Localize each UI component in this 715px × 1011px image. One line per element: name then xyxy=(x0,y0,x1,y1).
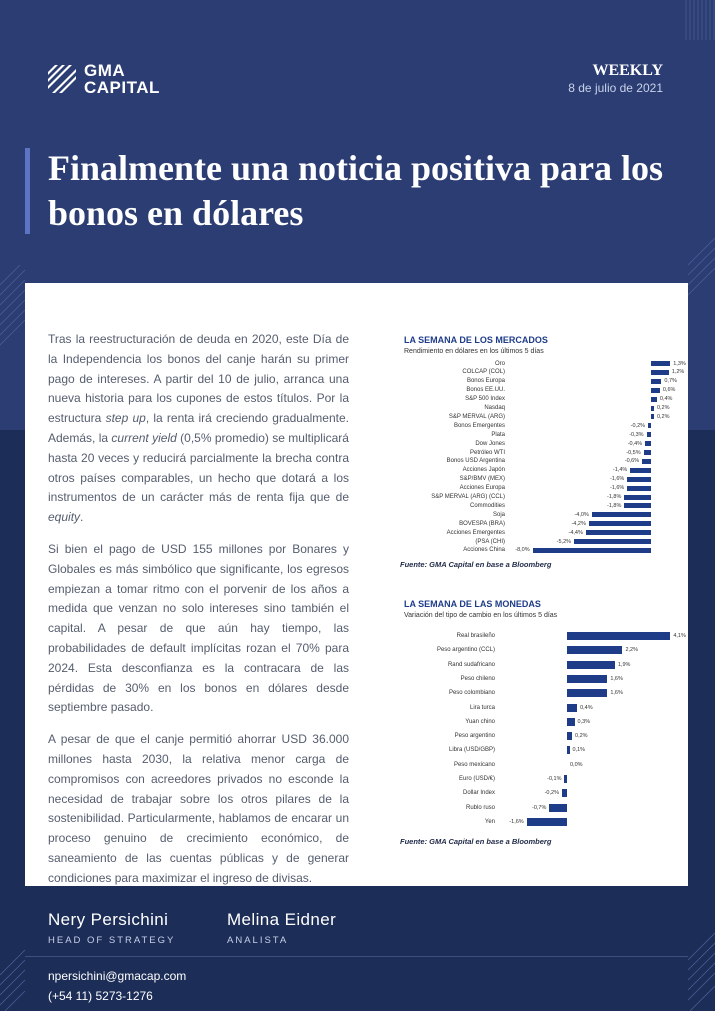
bar xyxy=(644,450,651,455)
bar xyxy=(533,548,651,553)
bar xyxy=(627,486,651,491)
category-label: S&P MERVAL (ARG) (CCL) xyxy=(431,494,505,500)
category-label: Yuan chino xyxy=(465,718,495,725)
value-label: 0,3% xyxy=(577,718,591,725)
category-label: Yen xyxy=(484,818,495,825)
bar xyxy=(627,477,651,482)
bar xyxy=(624,503,651,508)
bar xyxy=(567,632,670,640)
value-label: -0,7% xyxy=(532,804,547,811)
value-label: -1,8% xyxy=(607,494,622,500)
bar xyxy=(567,661,615,669)
value-label: 0,2% xyxy=(656,405,670,411)
value-label: -1,6% xyxy=(509,818,524,825)
value-label: 0,0% xyxy=(570,761,583,768)
value-label: -1,6% xyxy=(609,476,625,483)
value-label: -1,8% xyxy=(607,502,622,509)
bar xyxy=(630,468,651,473)
value-label: 0,2% xyxy=(656,413,670,420)
category-label: Plata xyxy=(491,431,505,438)
markets-chart xyxy=(398,333,688,573)
value-label: 1,3% xyxy=(673,360,686,367)
category-label: Commodities xyxy=(469,502,505,509)
category-label: Oro xyxy=(494,360,505,367)
bar xyxy=(567,718,575,726)
chart-title: LA SEMANA DE LOS MERCADOS xyxy=(404,335,548,345)
author-role: ANALISTA xyxy=(227,935,289,946)
bar xyxy=(527,818,567,826)
bar xyxy=(589,521,651,526)
logo-text-line1: GMA xyxy=(84,61,126,80)
bar xyxy=(642,459,651,464)
category-label: Soja xyxy=(492,511,505,518)
publication-label: WEEKLY xyxy=(592,62,663,79)
chart-source: Fuente: GMA Capital en base a Bloomberg xyxy=(400,560,552,569)
title-accent-bar xyxy=(25,148,30,234)
value-label: -8,0% xyxy=(515,547,530,554)
bar xyxy=(651,388,660,393)
category-label: Bonos Europa xyxy=(466,378,505,385)
category-label: S&P 500 Index xyxy=(465,396,505,403)
paragraph-1: Tras la reestructuración de deuda en 2020, este Día de la Independencia los bonos del canje harán su primer pago de intereses. A partir del 10 de julio, arranca una nueva historia para los cupones de estos títulos. Por la estructura step up, la renta irá creciendo gradualmente. Además, la current yield (0,5% promedio) se multiplicará hasta 20 veces y reducirá parcialmente la brecha contra otros países comparables, un hecho que dotará a los instrumentos de un carácter más de renta fija que de equity. xyxy=(48,332,349,525)
category-label: Nasdaq xyxy=(484,405,505,411)
value-label: 1,6% xyxy=(610,690,623,697)
value-label: 0,4% xyxy=(659,396,673,403)
category-label: Acciones Japón xyxy=(462,467,505,474)
category-label: COLCAP (COL) xyxy=(462,369,505,376)
category-label: S&P MERVAL (ARG) xyxy=(448,413,505,420)
value-label: -5,2% xyxy=(556,538,572,545)
bar xyxy=(567,732,572,740)
content-card xyxy=(25,283,688,886)
bar xyxy=(567,675,607,683)
category-label: Dollar Index xyxy=(462,790,495,797)
gma-logo-mark-icon xyxy=(46,63,78,95)
bar xyxy=(651,361,670,366)
paragraph-3: A pesar de que el canje permitió ahorrar USD 36.000 millones hasta 2030, la relativa menor carga de compromisos con acreedores privados no esconde la necesidad de trabajar sobre los otros pilares de la sostenibilidad. Particularmente, hablamos de encarar un proceso genuino de crecimiento económico, de saneamiento de las cuentas públicas y de generar condiciones para maximizar el ingreso de divisas. xyxy=(48,732,349,885)
category-label: Peso argentino (CCL) xyxy=(436,647,495,654)
category-label: Bonos USD Argentina xyxy=(446,458,505,465)
value-label: -1,6% xyxy=(609,485,625,492)
currencies-chart xyxy=(398,597,688,857)
bar xyxy=(645,441,651,446)
bar xyxy=(651,397,657,402)
value-label: -0,3% xyxy=(629,431,644,438)
author-name: Melina Eidner xyxy=(227,910,337,929)
article-body xyxy=(48,330,349,901)
category-label: Peso chileno xyxy=(460,675,495,682)
author-1 xyxy=(48,910,175,946)
category-label: Peso colombiano xyxy=(448,690,495,697)
value-label: -0,4% xyxy=(627,440,643,447)
value-label: 1,2% xyxy=(671,369,685,376)
category-label: Real brasileño xyxy=(456,633,495,639)
value-label: -1,4% xyxy=(612,467,628,474)
author-name: Nery Persichini xyxy=(48,910,169,929)
chart-title: LA SEMANA DE LAS MONEDAS xyxy=(404,599,541,609)
value-label: -4,4% xyxy=(568,529,583,536)
bar xyxy=(567,704,577,712)
contact-email[interactable]: npersichini@gmacap.com xyxy=(48,969,187,983)
value-label: -0,2% xyxy=(630,422,646,429)
value-label: 0,6% xyxy=(662,387,676,394)
category-label: S&P/BMV (MEX) xyxy=(459,476,505,483)
category-label: Peso argentino xyxy=(454,733,495,740)
value-label: 0,4% xyxy=(580,704,593,711)
category-label: Acciones China xyxy=(463,547,505,554)
value-label: -0,6% xyxy=(624,458,640,465)
category-label: Petróleo WTI xyxy=(469,449,505,456)
bar xyxy=(651,414,654,419)
bar xyxy=(564,775,567,783)
chart-subtitle: Variación del tipo de cambio en los últimos 5 días xyxy=(404,612,558,619)
category-label: Peso mexicano xyxy=(453,761,495,768)
bar xyxy=(592,512,651,517)
value-label: 1,6% xyxy=(610,675,623,682)
category-label: (PSA (CHI) xyxy=(475,538,505,545)
bar xyxy=(651,406,654,411)
bar xyxy=(567,689,607,697)
bar xyxy=(562,789,567,797)
category-label: Euro (USD/€) xyxy=(458,776,495,782)
category-label: Acciones Europa xyxy=(459,485,505,492)
bar xyxy=(651,370,669,375)
bar xyxy=(549,804,567,812)
bar xyxy=(574,539,651,544)
page-title: Finalmente una noticia positiva para los bonos en dólares xyxy=(48,148,664,233)
category-label: BOVESPA (BRA) xyxy=(459,520,505,527)
category-label: Lira turca xyxy=(469,704,495,711)
value-label: 0,1% xyxy=(572,747,586,754)
value-label: 0,7% xyxy=(664,378,677,385)
contact-phone: (+54 11) 5273-1276 xyxy=(48,989,153,1003)
chart-source: Fuente: GMA Capital en base a Bloomberg xyxy=(400,837,552,846)
bar xyxy=(624,495,651,500)
value-label: 2,2% xyxy=(625,647,638,654)
logo-text-line2: CAPITAL xyxy=(84,78,160,97)
category-label: Libra (USD/GBP) xyxy=(448,747,495,754)
author-role: HEAD OF STRATEGY xyxy=(48,935,176,946)
value-label: -4,0% xyxy=(574,511,589,518)
bar xyxy=(586,530,651,535)
bar xyxy=(651,379,661,384)
bar xyxy=(567,646,622,654)
paragraph-2: Si bien el pago de USD 155 millones por Bonares y Globales es más simbólico que significante, los egresos empiezan a tomar ritmo con el porvenir de los años a medida que venzan no solo intereses sino también el capital. A pesar de que aún hay tiempo, las probabilidades de default implícitas rozan el 70% para 2024. Esta desconfianza es la contracara de las pérdidas de 30% en los bonos en dólares desde septiembre pasado. xyxy=(48,541,349,715)
category-label: Dow Jones xyxy=(475,440,505,447)
value-label: -0,2% xyxy=(544,790,559,797)
value-label: 0,2% xyxy=(575,733,588,740)
value-label: -0,1% xyxy=(547,776,562,782)
bar xyxy=(567,746,570,754)
author-2 xyxy=(227,910,336,946)
value-label: 4,1% xyxy=(673,633,686,639)
category-label: Bonos Emergentes xyxy=(453,422,505,429)
bar xyxy=(647,432,651,437)
value-label: 1,9% xyxy=(617,661,631,668)
footer-divider xyxy=(25,956,688,957)
chart-subtitle: Rendimiento en dólares en los últimos 5 días xyxy=(404,348,544,355)
category-label: Rublo ruso xyxy=(465,804,495,811)
value-label: -4,2% xyxy=(571,520,586,527)
gma-capital-logo xyxy=(46,62,160,96)
category-label: Rand sudafricano xyxy=(447,661,495,668)
value-label: -0,5% xyxy=(626,449,641,456)
category-label: Acciones Emergentes xyxy=(446,529,505,536)
publication-date: 8 de julio de 2021 xyxy=(568,81,663,95)
category-label: Bonos EE.UU. xyxy=(466,387,505,394)
bar xyxy=(648,423,651,428)
